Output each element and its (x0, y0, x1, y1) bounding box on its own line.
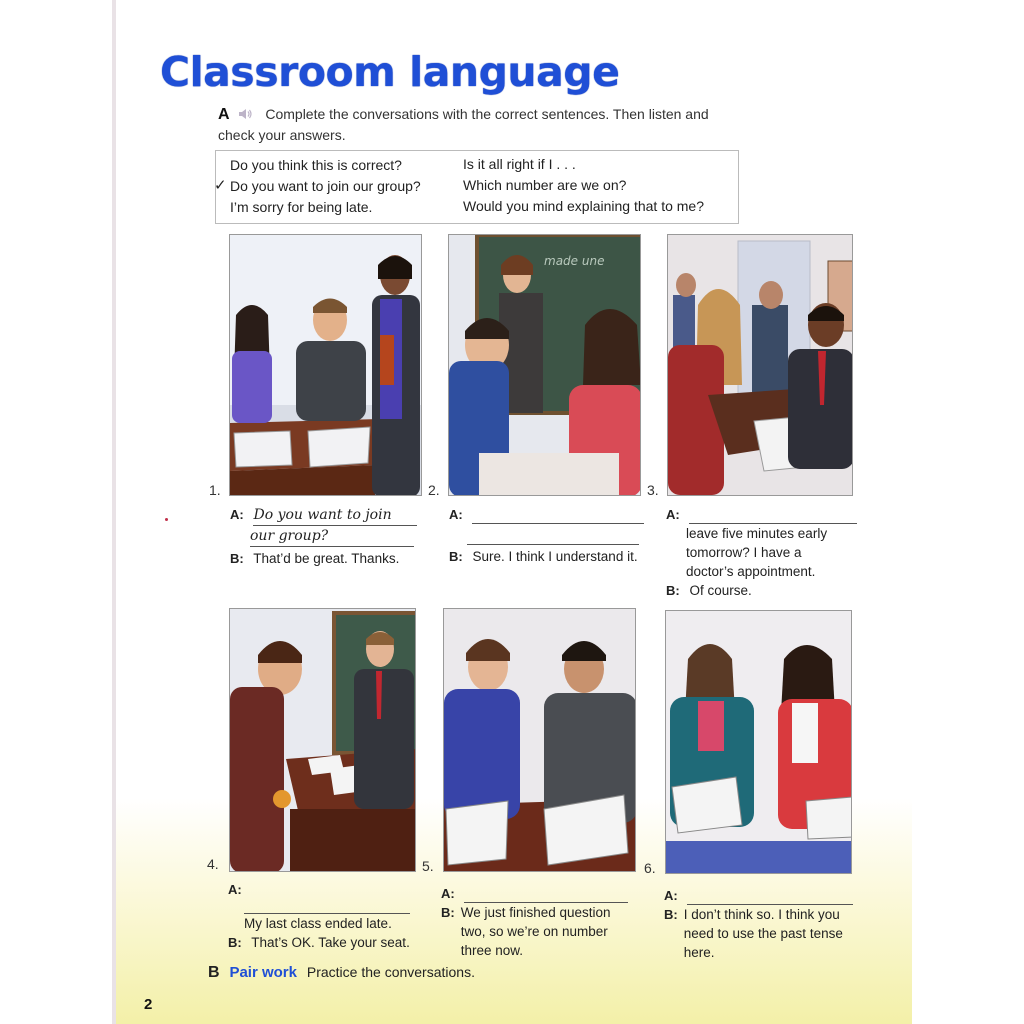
handwritten-answer: our group? (250, 527, 414, 547)
section-b-text: Practice the conversations. (306, 964, 475, 980)
speaker-a-label: A: (666, 507, 680, 522)
illustration-panel-1 (229, 234, 422, 496)
answer-blank[interactable] (464, 889, 628, 903)
checkmark-icon: ✓ (214, 177, 227, 194)
conversation-6 (664, 886, 860, 962)
conversation-4 (228, 880, 428, 952)
speaker-a-label: A: (441, 886, 455, 901)
panel-number: 6. (644, 860, 656, 876)
answer-blank[interactable] (467, 531, 639, 545)
response-text: That’s OK. Take your seat. (251, 935, 410, 950)
page-edge (112, 0, 116, 1024)
illustration-panel-3 (667, 234, 853, 496)
page-title: Classroom language (160, 48, 620, 96)
speaker-b-label: B: (228, 935, 242, 950)
speaker-a-label: A: (228, 882, 242, 897)
conversation-2 (449, 505, 649, 566)
response-text: I don’t think so. I think you need to use the past tense here. (683, 907, 843, 960)
speaker-b-label: B: (230, 551, 244, 566)
speaker-b-label: B: (449, 549, 463, 564)
handwritten-answer: Do you want to join (253, 506, 417, 526)
illustration-panel-6 (665, 610, 852, 874)
panel-number: 2. (428, 482, 440, 498)
section-a-instructions (218, 104, 738, 145)
prompt-text: leave five minutes early tomorrow? I have a doctor’s appointment. (686, 526, 828, 579)
response-text: That’d be great. Thanks. (253, 551, 400, 566)
speaker-a-label: A: (449, 507, 463, 522)
section-a-text: Complete the conversations with the correct sentences. Then listen and check your answers. (218, 106, 709, 143)
sentence-option: Do you think this is correct? (230, 157, 402, 173)
response-text: Sure. I think I understand it. (472, 549, 638, 564)
panel-number: 4. (207, 856, 219, 872)
speaker-b-label: B: (664, 907, 678, 922)
sentence-option: Which number are we on? (463, 177, 627, 193)
conversation-1 (230, 505, 430, 568)
response-text: Of course. (689, 583, 752, 598)
response-text: We just finished question two, so we’re on number three now. (460, 905, 611, 958)
section-b-letter: B (208, 964, 220, 981)
svg-text:made une: made une (544, 254, 605, 268)
speaker-a-label: A: (664, 888, 678, 903)
answer-blank[interactable] (244, 900, 410, 914)
panel-number: 5. (422, 858, 434, 874)
conversation-5 (441, 884, 641, 960)
illustration-panel-5 (443, 608, 636, 872)
speaker-b-label: B: (441, 905, 455, 920)
answer-blank[interactable] (472, 510, 644, 524)
section-a-letter: A (218, 106, 230, 123)
answer-blank[interactable] (687, 891, 853, 905)
page-number: 2 (144, 996, 153, 1013)
sentence-option: I’m sorry for being late. (230, 199, 373, 215)
conversation-3 (666, 505, 862, 600)
panel-number: 1. (209, 482, 221, 498)
illustration-panel-2 (448, 234, 641, 496)
sentence-option: Is it all right if I . . . (463, 156, 576, 172)
sentence-box (215, 150, 739, 224)
speaker-a-label: A: (230, 507, 244, 522)
speaker-b-label: B: (666, 583, 680, 598)
sentence-option: Do you want to join our group? (230, 178, 421, 194)
section-b (208, 964, 475, 982)
speaker-icon[interactable] (239, 108, 253, 120)
margin-mark (165, 518, 168, 521)
pair-work-label: Pair work (229, 964, 297, 981)
sentence-option: Would you mind explaining that to me? (463, 198, 704, 214)
illustration-panel-4 (229, 608, 416, 872)
answer-blank[interactable] (689, 510, 857, 524)
prompt-text: My last class ended late. (244, 916, 392, 931)
panel-number: 3. (647, 482, 659, 498)
